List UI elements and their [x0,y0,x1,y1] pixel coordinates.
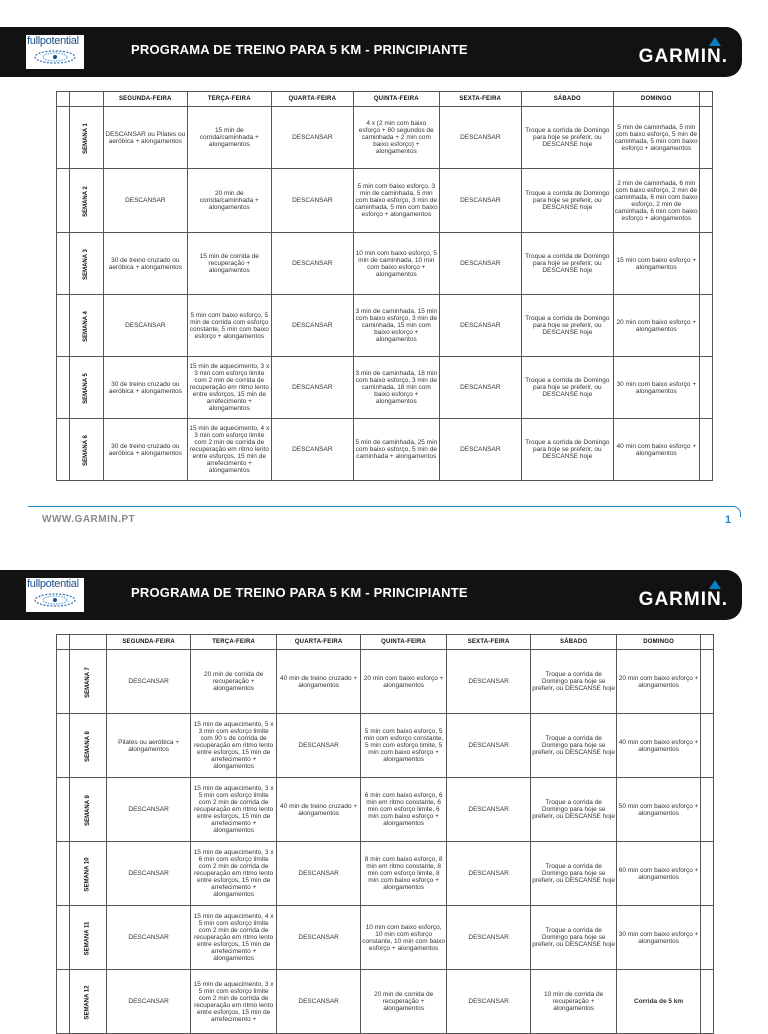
spacer-cell [701,778,714,842]
table-cell: DESCANSAR [271,233,353,295]
table-cell: 10 min com baixo esforço, 5 min de caminhada, 10 min com baixo esforço + alongamentos [353,233,439,295]
column-header: SÁBADO [531,635,617,650]
page-header [0,27,742,77]
spacer-cell [57,842,70,906]
week-label: SEMANA 10 [84,856,91,892]
table-cell: DESCANSAR [447,778,531,842]
table-row [57,107,713,169]
week-label: SEMANA 12 [84,984,91,1020]
column-header: QUINTA-FEIRA [361,635,447,650]
table-cell: 15 min de aquecimento, 3 x 6 min com esforço limite com 2 min de corrida de recuperação em ritmo lento entre esforços, 15 min de arrefecimento + alongamentos [191,842,277,906]
week-label-cell [70,169,104,233]
table-cell: DESCANSAR [277,906,361,970]
table-cell: 15 min de aquecimento, 3 x 5 min com esforço limite com 2 min de corrida de recuperação em ritmo lento entre esforços, 15 min de arrefecimento + [191,970,277,1034]
week-label: SEMANA 7 [84,666,91,698]
spacer-cell [699,419,712,481]
spacer-cell [701,906,714,970]
page-header [0,570,742,620]
table-cell: 30 min com baixo esforço + alongamentos [617,906,701,970]
table-cell: DESCANSAR [103,169,187,233]
table-cell: Troque a corrida de Domingo para hoje se preferir, ou DESCANSE hoje [521,169,613,233]
spacer-cell [57,295,70,357]
table-row [57,169,713,233]
column-header: QUARTA-FEIRA [277,635,361,650]
table-row [57,233,713,295]
corner-cell [57,92,70,107]
table-cell: Pilates ou aeróbica + alongamentos [107,714,191,778]
table-cell: 5 min com baixo esforço, 5 min com esforço constante, 5 min com esforço limite, 5 min com baixo esforço + alongamentos [361,714,447,778]
table-cell: 3 min de caminhada, 15 min com baixo esforço, 3 min de caminhada, 15 min com baixo esforço + alongamentos [353,295,439,357]
table-cell: DESCANSAR [447,906,531,970]
table-cell: 40 min de treino cruzado + alongamentos [277,778,361,842]
table-cell: Troque a corrida de Domingo para hoje se preferir, ou DESCANSE hoje [521,357,613,419]
table-cell: DESCANSAR [107,650,191,714]
table-cell: DESCANSAR [447,842,531,906]
table-cell: 50 min com baixo esforço + alongamentos [617,778,701,842]
spacer-cell [701,842,714,906]
spacer-cell [57,169,70,233]
table-cell: Troque a corrida de Domingo para hoje se preferir, ou DESCANSE hoje [531,906,617,970]
table-cell: DESCANSAR [107,842,191,906]
table-cell: 5 min com baixo esforço, 3 min de caminhada, 5 min com baixo esforço, 3 min de caminhada, 5 min com baixo esforço + alongamentos [353,169,439,233]
table-cell: 40 min com baixo esforço + alongamentos [617,714,701,778]
table-row [57,842,714,906]
column-header: TERÇA-FEIRA [191,635,277,650]
document-title: PROGRAMA DE TREINO PARA 5 KM - PRINCIPIANTE [131,42,468,57]
table-cell: Troque a corrida de Domingo para hoje se preferir, ou DESCANSE hoje [521,107,613,169]
table-cell: DESCANSAR [107,970,191,1034]
column-header: SEGUNDA-FEIRA [107,635,191,650]
spacer-cell [57,906,70,970]
garmin-logo: GARMIN. [638,46,728,67]
table-cell: DESCANSAR [271,107,353,169]
garmin-logo: GARMIN. [638,589,728,610]
table-cell: Troque a corrida de Domingo para hoje se preferir, ou DESCANSE hoje [521,233,613,295]
table-cell: 30 de treino cruzado ou aeróbica + alongamentos [103,357,187,419]
spacer-cell [57,714,70,778]
table-cell: 5 min de caminhada, 25 min com baixo esforço, 5 min de caminhada + alongamentos [353,419,439,481]
spacer-cell [57,233,70,295]
table-cell: Troque a corrida de Domingo para hoje se preferir, ou DESCANSE hoje [521,419,613,481]
table-header-row [57,92,713,107]
corner-cell [57,635,70,650]
table-cell: DESCANSAR [447,650,531,714]
table-cell: Troque a corrida de Domingo para hoje se preferir, ou DESCANSE hoje [531,778,617,842]
table-cell: 5 min com baixo esforço, 5 min de corrida com esforço constante, 5 min com baixo esforço + alongamentos [187,295,271,357]
spacer-cell [701,714,714,778]
table-cell: Troque a corrida de Domingo para hoje se preferir, ou DESCANSE hoje [521,295,613,357]
spacer-cell [57,419,70,481]
corner-cell [701,635,714,650]
column-header: QUARTA-FEIRA [271,92,353,107]
week-label-cell [70,107,104,169]
spacer-cell [699,295,712,357]
spacer-cell [699,233,712,295]
table-cell: 4 x (2 min com baixo esforço + 60 segundos de caminhada + 2 min com baixo esforço) + alongamentos [353,107,439,169]
table-row [57,295,713,357]
corner-cell [70,92,104,107]
week-label: SEMANA 3 [82,248,89,280]
table-row [57,650,714,714]
week-label: SEMANA 11 [84,921,91,955]
week-label: SEMANA 9 [84,794,91,826]
week-label-cell [70,778,107,842]
swirl-icon [32,592,78,608]
logo-text: fullpotential [27,35,79,47]
footer-url: WWW.GARMIN.PT [42,514,136,525]
race-day-cell: Corrida de 5 km [617,970,701,1034]
training-table-page-1 [56,91,713,481]
swirl-icon [32,49,78,65]
table-row [57,778,714,842]
table-cell: 10 min de corrida de recuperação + alongamentos [531,970,617,1034]
table-cell: 8 min com baixo esforço, 8 min em ritmo constante, 8 min com esforço limite, 8 min com baixo esforço + alongamentos [361,842,447,906]
document-title: PROGRAMA DE TREINO PARA 5 KM - PRINCIPIANTE [131,585,468,600]
table-cell: 20 min com baixo esforço + alongamentos [613,295,699,357]
table-cell: DESCANSAR [439,107,521,169]
week-label: SEMANA 4 [82,310,89,342]
table-cell: 20 min de corrida de recuperação + alongamentos [361,970,447,1034]
table-row [57,906,714,970]
spacer-cell [699,107,712,169]
column-header: DOMINGO [617,635,701,650]
week-label: SEMANA 1 [82,122,89,154]
table-cell: DESCANSAR [439,169,521,233]
table-cell: DESCANSAR [277,714,361,778]
table-cell: DESCANSAR [439,419,521,481]
table-cell: 15 min de aquecimento, 3 x 5 min com esforço limite com 2 min de corrida de recuperação em ritmo lento entre esforços, 15 min de arrefecimento + alongamentos [191,778,277,842]
table-cell: DESCANSAR [439,233,521,295]
table-row [57,419,713,481]
table-cell: DESCANSAR [103,295,187,357]
table-cell: DESCANSAR [271,169,353,233]
week-label: SEMANA 2 [82,185,89,217]
week-label: SEMANA 5 [82,372,89,404]
garmin-triangle-icon [709,580,721,589]
week-label-cell [70,419,104,481]
table-cell: DESCANSAR ou Pilates ou aeróbica + alongamentos [103,107,187,169]
week-label: SEMANA 8 [84,730,91,762]
table-cell: 15 min de aquecimento, 5 x 3 min com esforço limite com 90 s de corrida de recuperação em ritmo lento entre esforços, 15 min de arrefecimento + alongamentos [191,714,277,778]
table-cell: 30 de treino cruzado ou aeróbica + alongamentos [103,233,187,295]
table-cell: 3 min de caminhada, 18 min com baixo esforço, 3 min de caminhada, 18 min com baixo esforço + alongamentos [353,357,439,419]
week-label-cell [70,714,107,778]
table-cell: 15 min de aquecimento, 3 x 3 min com esforço limite com 2 min de corrida de recuperação em ritmo lento entre esforços, 15 min de arrefecimento + alongamentos [187,357,271,419]
week-label-cell [70,650,107,714]
table-cell: 15 min com baixo esforço + alongamentos [613,233,699,295]
table-cell: DESCANSAR [277,970,361,1034]
spacer-cell [57,357,70,419]
column-header: SÁBADO [521,92,613,107]
logo-text: fullpotential [27,578,79,590]
fullpotential-logo [26,578,84,612]
table-cell: DESCANSAR [107,778,191,842]
table-cell: 20 min de corrida de recuperação + alongamentos [191,650,277,714]
table-cell: 10 min com baixo esforço, 10 min com esforço constante, 10 min com baixo esforço + alongamentos [361,906,447,970]
garmin-triangle-icon [709,37,721,46]
corner-cell [699,92,712,107]
spacer-cell [57,107,70,169]
table-cell: 15 min de corrida de recuperação + alongamentos [187,233,271,295]
table-cell: DESCANSAR [277,842,361,906]
table-cell: DESCANSAR [439,295,521,357]
table-cell: 20 min de corrida/caminhada + alongamentos [187,169,271,233]
table-row [57,714,714,778]
column-header: SEXTA-FEIRA [439,92,521,107]
table-cell: 15 min de aquecimento, 4 x 3 min com esforço limite com 2 min de corrida de recuperação em ritmo lento entre esforços, 15 min de arrefecimento + alongamentos [187,419,271,481]
table-cell: DESCANSAR [271,419,353,481]
table-cell: 40 min com baixo esforço + alongamentos [613,419,699,481]
week-label-cell [70,233,104,295]
column-header: SEXTA-FEIRA [447,635,531,650]
table-cell: DESCANSAR [107,906,191,970]
spacer-cell [701,650,714,714]
column-header: TERÇA-FEIRA [187,92,271,107]
table-cell: 30 de treino cruzado ou aeróbica + alongamentos [103,419,187,481]
table-cell: Troque a corrida de Domingo para hoje se preferir, ou DESCANSE hoje [531,650,617,714]
table-cell: 15 min de aquecimento, 4 x 5 min com esforço limite com 2 min de corrida de recuperação em ritmo lento entre esforços, 15 min de arrefecimento + alongamentos [191,906,277,970]
table-cell: 60 min com baixo esforço + alongamentos [617,842,701,906]
spacer-cell [57,778,70,842]
training-table-page-2 [56,634,714,1034]
spacer-cell [699,357,712,419]
table-cell: DESCANSAR [271,357,353,419]
fullpotential-logo [26,35,84,69]
column-header: DOMINGO [613,92,699,107]
table-cell: 15 min de corrida/caminhada + alongamentos [187,107,271,169]
table-cell: 6 min com baixo esforço, 6 min em ritmo constante, 6 min com esforço limite, 6 min com baixo esforço + alongamentos [361,778,447,842]
table-cell: DESCANSAR [271,295,353,357]
week-label-cell [70,295,104,357]
table-cell: DESCANSAR [439,357,521,419]
table-cell: DESCANSAR [447,970,531,1034]
document-page-2 [0,545,768,1024]
spacer-cell [699,169,712,233]
week-label-cell [70,906,107,970]
table-header-row [57,635,714,650]
week-label-cell [70,357,104,419]
corner-cell [70,635,107,650]
table-cell: Troque a corrida de Domingo para hoje se preferir, ou DESCANSE hoje [531,842,617,906]
page-number: 1 [725,514,732,526]
table-cell: DESCANSAR [447,714,531,778]
table-cell: 20 min com baixo esforço + alongamentos [361,650,447,714]
column-header: QUINTA-FEIRA [353,92,439,107]
column-header: SEGUNDA-FEIRA [103,92,187,107]
table-cell: 20 min com baixo esforço + alongamentos [617,650,701,714]
table-cell: 40 min de treino cruzado + alongamentos [277,650,361,714]
spacer-cell [57,650,70,714]
table-cell: 2 min de caminhada, 6 min com baixo esforço, 2 min de caminhada, 6 min com baixo esforço, 2 min de caminhada, 6 min com baixo esforço + alongamentos [613,169,699,233]
table-row [57,357,713,419]
week-label-cell [70,842,107,906]
table-cell: 5 min de caminhada, 5 min com baixo esforço, 5 min de caminhada, 5 min com baixo esforço + alongamentos [613,107,699,169]
table-cell: Troque a corrida de Domingo para hoje se preferir, ou DESCANSE hoje [531,714,617,778]
table-cell: 30 min com baixo esforço + alongamentos [613,357,699,419]
week-label: SEMANA 6 [82,434,89,466]
